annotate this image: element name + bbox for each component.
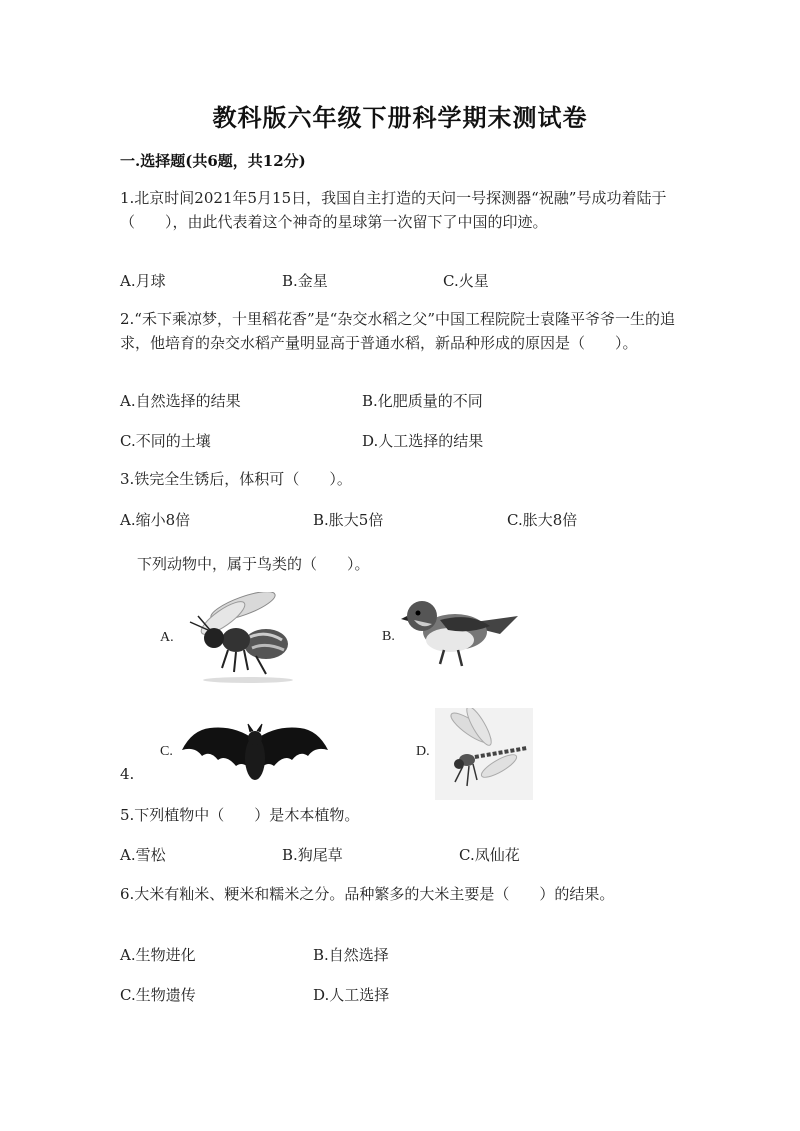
q2-option-b: B.化肥质量的不同 — [362, 392, 483, 410]
q1-option-b: B.金星 — [282, 272, 328, 290]
question-1: 1.北京时间2021年5月15日，我国自主打造的天问一号探测器“祝融”号成功着陆于（ ），由此代表着这个神奇的星球第一次留下了中国的印迹。 — [120, 189, 667, 231]
q6-option-d: D.人工选择 — [313, 986, 390, 1004]
question-2: 2.“禾下乘凉梦，十里稻花香”是“杂交水稻之父”中国工程院院士袁隆平爷爷一生的追求，他培育的杂交水稻产量明显高于普通水稻，新品种形成的原因是（ ）。 — [120, 310, 675, 352]
q6-option-a: A.生物进化 — [120, 946, 196, 964]
q6-option-c: C.生物遗传 — [120, 986, 196, 1004]
q2-option-c: C.不同的土壤 — [120, 432, 211, 450]
q1-option-a: A.月球 — [120, 272, 166, 290]
q4-option-a-label: A. — [160, 630, 174, 645]
bee-icon — [178, 592, 298, 684]
q5-option-c: C.凤仙花 — [459, 846, 520, 864]
q3-option-b: B.胀大5倍 — [313, 511, 384, 529]
dragonfly-icon — [435, 708, 533, 800]
sparrow-icon — [400, 590, 520, 670]
q5-option-b: B.狗尾草 — [282, 846, 343, 864]
q6-option-b: B.自然选择 — [313, 946, 389, 964]
q1-option-c: C.火星 — [443, 272, 489, 290]
q4-option-d-label: D. — [416, 744, 430, 759]
q3-option-c: C.胀大8倍 — [507, 511, 578, 529]
question-5: 5.下列植物中（ ）是木本植物。 — [120, 806, 360, 824]
q4-option-c-label: C. — [160, 744, 173, 759]
bat-icon — [180, 720, 330, 790]
q5-option-a: A.雪松 — [120, 846, 166, 864]
q2-option-a: A.自然选择的结果 — [120, 392, 241, 410]
q4-option-b-label: B. — [382, 629, 395, 644]
q2-option-d: D.人工选择的结果 — [362, 432, 484, 450]
page-title: 教科版六年级下册科学期末测试卷 — [212, 103, 588, 132]
q3-option-a: A.缩小8倍 — [120, 511, 191, 529]
question-3: 3.铁完全生锈后，体积可（ ）。 — [120, 470, 352, 488]
question-4-number: 4. — [120, 765, 135, 783]
question-6: 6.大米有籼米、粳米和糯米之分。品种繁多的大米主要是（ ）的结果。 — [120, 885, 615, 903]
question-4-prompt: 下列动物中，属于鸟类的（ ）。 — [137, 555, 370, 573]
section-heading: 一.选择题(共6题，共12分) — [120, 152, 306, 170]
